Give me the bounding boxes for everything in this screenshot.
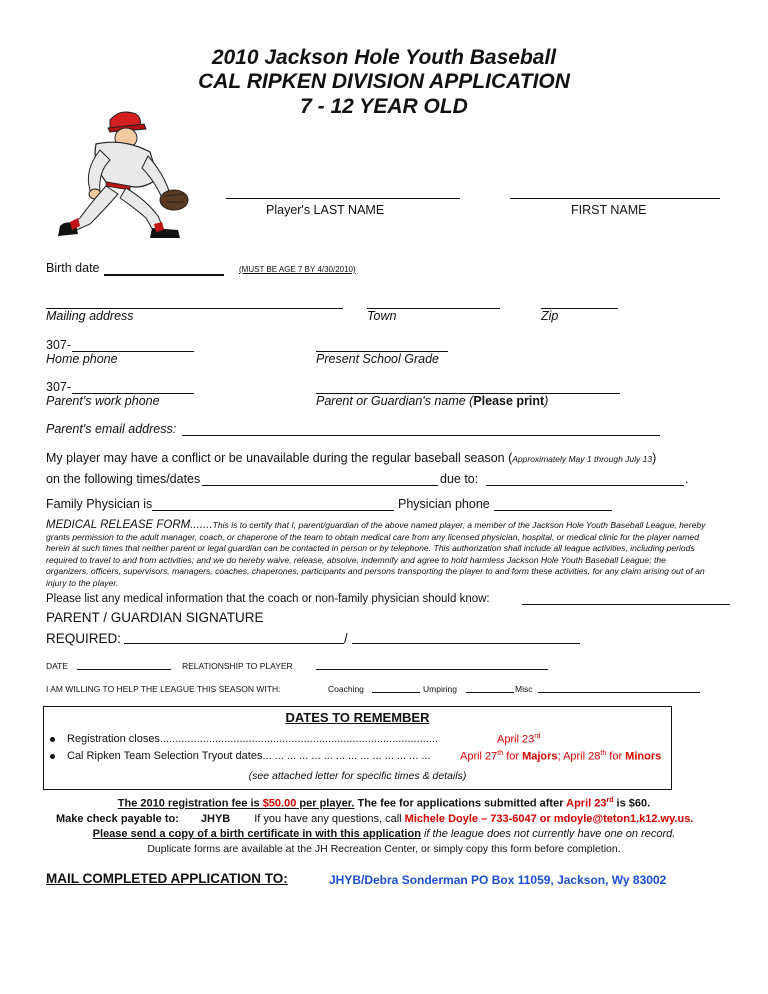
conflict-text: My player may have a conflict or be unavailable during the regular baseball season (Approximately May 1 through July 13) [46, 451, 657, 465]
bullet-icon [50, 737, 55, 742]
last-name-label: Player's LAST NAME [266, 203, 385, 217]
baseball-fielder-icon [46, 108, 206, 244]
mail-address: JHYB/Debra Sonderman PO Box 11059, Jackson, Wy 83002 [329, 873, 667, 887]
fee-text: The 2010 registration fee is $50.00 per player. The fee for applications submitted after April 23rd is $60. [117, 797, 651, 810]
first-name-label: FIRST NAME [571, 203, 647, 217]
last-name-field[interactable] [226, 198, 460, 199]
town-label: Town [367, 309, 397, 323]
physician-label: Family Physician is [46, 497, 153, 511]
date-label: DATE [46, 661, 69, 671]
school-grade-label: Present School Grade [316, 352, 439, 366]
signature-date-field[interactable] [352, 643, 580, 644]
email-label: Parent's email address: [46, 422, 177, 436]
help-label: I AM WILLING TO HELP THE LEAGUE THIS SEASON WITH: [46, 684, 281, 694]
dates-item-registration: Registration closes........................................................................................... [50, 733, 438, 745]
umpiring-label: Umpiring [423, 684, 458, 694]
duplicate-forms-note: Duplicate forms are available at the JH Recreation Center, or simply copy this form before completion. [147, 843, 621, 855]
coaching-label: Coaching [328, 684, 364, 694]
medical-info-label: Please list any medical information that the coach or non-family physician should know: [46, 593, 490, 605]
birth-date-label: Birth date [46, 261, 100, 275]
birth-certificate-note: Please send a copy of a birth certificate in with this application if the league does not currently have one on record. [92, 828, 676, 840]
dates-box-note: (see attached letter for specific times & details) [248, 770, 467, 782]
physician-field[interactable] [152, 510, 394, 511]
signature-field[interactable] [124, 643, 344, 644]
guardian-name-label: Parent or Guardian's name (Please print) [316, 394, 549, 408]
conflict-dates-label: on the following times/dates [46, 472, 201, 486]
relationship-field[interactable] [316, 669, 548, 670]
signature-slash: / [344, 631, 348, 646]
title-line-1: 2010 Jackson Hole Youth Baseball [211, 46, 557, 69]
dates-box-title: DATES TO REMEMBER [285, 710, 430, 725]
medical-info-field[interactable] [522, 604, 730, 605]
title-line-2: CAL RIPKEN DIVISION APPLICATION [198, 70, 570, 93]
conflict-dates-field[interactable] [202, 485, 438, 486]
tryout-dates: April 27th for Majors; April 28th for Minors [460, 750, 662, 763]
mail-label: MAIL COMPLETED APPLICATION TO: [46, 871, 288, 886]
signature-heading: PARENT / GUARDIAN SIGNATURE [46, 610, 264, 625]
birth-date-note: (MUST BE AGE 7 BY 4/30/2010) [239, 265, 356, 274]
physician-phone-field[interactable] [494, 510, 612, 511]
conflict-due-label: due to: [440, 472, 479, 486]
physician-phone-label: Physician phone [398, 497, 490, 511]
work-phone-label: Parent's work phone [46, 394, 160, 408]
home-phone-label: Home phone [46, 352, 118, 366]
relationship-label: RELATIONSHIP TO PLAYER [182, 661, 293, 671]
dates-item-tryouts: Cal Ripken Team Selection Tryout dates... ... ... ... ... ... ... ... ... ... ... ... ... ... [50, 750, 431, 762]
medical-release-text: MEDICAL RELEASE FORM.......This is to certify that I, parent/guardian of the above named player, a member of the Jackson Hole Youth Baseball League, hereby grants permission to the adult manager, coach, or chaperone of the team to obtain medical care from any licensed physician, hospital, or medical clinic for the player named herein at such times that neither parent or legal guardian can be contacted in person or by telephone. This authorization shall include all league activities, including periods required to travel to and from activities; and we do hereby waive, release, absolve, indemnify and agree to hold harmless Jackson Hole Youth Baseball League; the organizers, officers, supervisors, managers, coaches, chaperones, participants and persons transporting the player to and form these activities, for any claim arising out of an injury to the player. [46, 519, 706, 588]
bullet-icon [50, 754, 55, 759]
registration-close-date: April 23rd [497, 733, 541, 746]
work-phone-prefix: 307- [46, 380, 72, 394]
first-name-field[interactable] [510, 198, 720, 199]
misc-label: Misc [515, 684, 533, 694]
mailing-address-label: Mailing address [46, 309, 134, 323]
umpiring-field[interactable] [466, 692, 514, 693]
conflict-period: . [685, 472, 689, 486]
zip-label: Zip [541, 309, 559, 323]
date-field[interactable] [77, 669, 171, 670]
home-phone-prefix: 307- [46, 338, 72, 352]
email-field[interactable] [182, 435, 660, 436]
birth-date-field[interactable] [104, 274, 224, 276]
misc-field[interactable] [538, 692, 700, 693]
signature-required-label: REQUIRED: [46, 631, 122, 646]
title-line-3: 7 - 12 YEAR OLD [300, 95, 468, 118]
coaching-field[interactable] [372, 692, 420, 693]
conflict-reason-field[interactable] [486, 485, 684, 486]
payable-row: Make check payable to: JHYB If you have any questions, call Michele Doyle – 733-6047 or mdoyle@teton1.k12.wy.us. [56, 813, 694, 825]
